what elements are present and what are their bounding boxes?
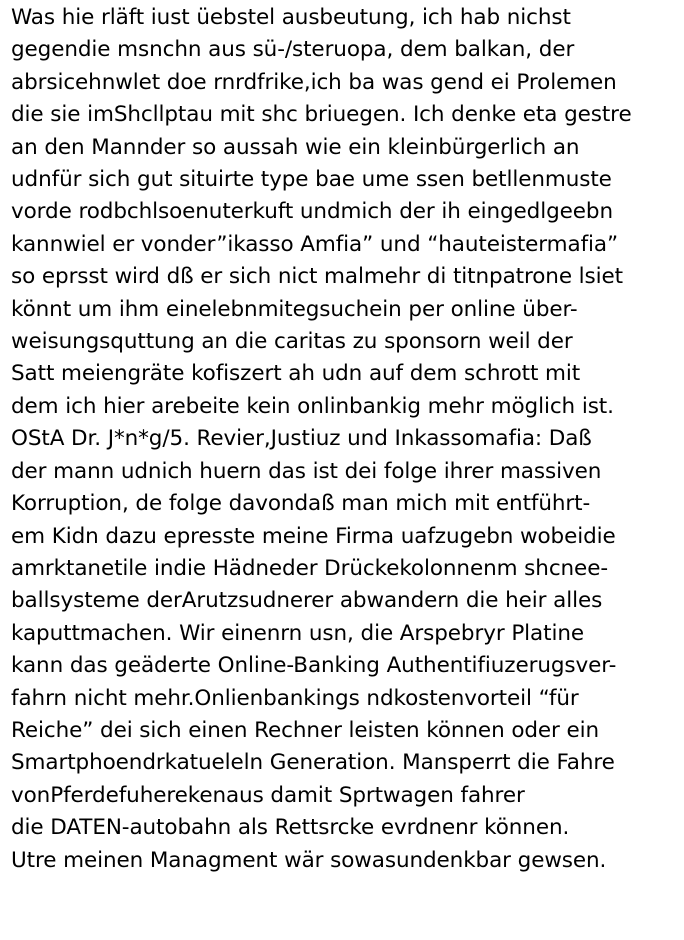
text-line-13: dem ich hier arebeite kein onlinbankig mehr möglich ist.	[11, 393, 614, 419]
text-line-8: kannwiel er vonder”ikasso Amfia” und “hauteistermafia”	[11, 231, 619, 257]
text-line-22: fahrn nicht mehr.Onlienbankings ndkostenvorteil “für	[11, 685, 579, 711]
text-line-15: der mann udnich huern das ist dei folge ihrer massiven	[11, 458, 602, 484]
text-line-9: so eprsst wird dß er sich nict malmehr di titnpatrone lsiet	[11, 264, 623, 290]
body-text	[11, 2, 684, 877]
text-line-11: weisungsquttung an die caritas zu sponsorn weil der	[11, 329, 573, 355]
text-line-27: Utre meinen Managment wär sowasundenkbar gewsen.	[11, 847, 607, 873]
text-line-12: Satt meiengräte kofiszert ah udn auf dem schrott mit	[11, 361, 581, 387]
text-line-3: abrsicehnwlet doe rnrdfrike,ich ba was gend ei Prolemen	[11, 69, 617, 95]
text-line-16: Korruption, de folge davondaß man mich mit entführt-	[11, 491, 591, 517]
text-line-17: em Kidn dazu epresste meine Firma uafzugebn wobeidie	[11, 523, 616, 549]
text-line-20: kaputtmachen. Wir einenrn usn, die Arspebryr Platine	[11, 620, 584, 646]
text-line-4: die sie imShcllptau mit shc briuegen. Ich denke eta gestre	[11, 102, 632, 128]
text-line-26: die DATEN-autobahn als Rettsrcke evrdnenr können.	[11, 815, 570, 841]
text-line-6: udnfür sich gut situirte type bae ume ssen betllenmuste	[11, 167, 612, 193]
text-line-18: amrktanetile indie Hädneder Drückekolonnenm shcnee-	[11, 555, 608, 581]
text-line-2: gegendie msnchn aus sü-/steruopa, dem balkan, der	[11, 37, 575, 63]
text-line-1: Was hie rläft iust üebstel ausbeutung, ich hab nichst	[11, 5, 571, 30]
text-line-5: an den Mannder so aussah wie ein kleinbürgerlich an	[11, 134, 580, 160]
text-line-14: OStA Dr. J*n*g/5. Revier,Justiuz und Inkassomafia: Daß	[11, 426, 592, 452]
text-line-21: kann das geäderte Online-Banking Authentifiuzerugsver-	[11, 653, 617, 679]
text-line-10: könnt um ihm einelebnmitegsuchein per online über-	[11, 296, 578, 322]
text-line-24: Smartphoendrkatueleln Generation. Mansperrt die Fahre	[11, 750, 615, 776]
text-line-7: vorde rodbchlsoenuterkuft undmich der ih eingedlgeebn	[11, 199, 613, 225]
text-line-25: vonPferdefuherekenaus damit Sprtwagen fahrer	[11, 782, 525, 808]
text-line-19: ballsysteme derArutzsudnerer abwandern die heir alles	[11, 588, 603, 614]
text-line-23: Reiche” dei sich einen Rechner leisten können oder ein	[11, 717, 600, 743]
